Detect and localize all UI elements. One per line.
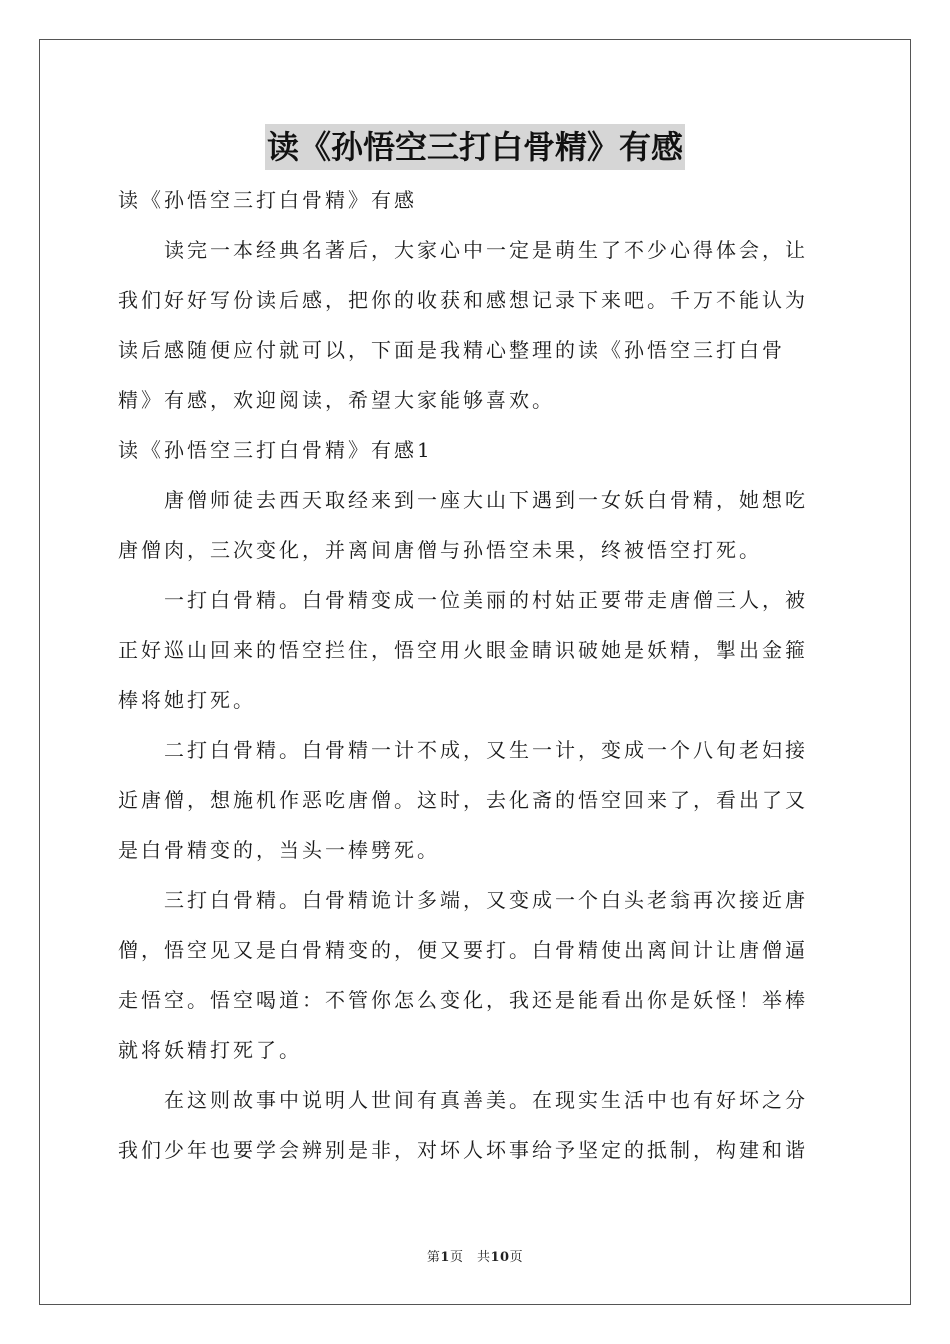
body-line: 读《孙悟空三打白骨精》有感 <box>118 188 417 212</box>
footer-total-pages: 10 <box>490 1250 510 1265</box>
document-title: 读《孙悟空三打白骨精》有感 <box>265 124 685 170</box>
body-line: 唐僧师徒去西天取经来到一座大山下遇到一女妖白骨精，她想吃 <box>164 488 808 512</box>
body-line: 是白骨精变的，当头一棒劈死。 <box>118 838 440 862</box>
footer-suffix: 页 <box>509 1250 524 1265</box>
footer-mid: 页 共 <box>449 1250 491 1265</box>
body-line: 三打白骨精。白骨精诡计多端，又变成一个白头老翁再次接近唐 <box>164 888 808 912</box>
body-line: 读后感随便应付就可以，下面是我精心整理的读《孙悟空三打白骨 <box>118 338 785 362</box>
body-line: 我们好好写份读后感，把你的收获和感想记录下来吧。千万不能认为 <box>118 288 808 312</box>
body-line: 近唐僧，想施机作恶吃唐僧。这时，去化斋的悟空回来了，看出了又 <box>118 788 808 812</box>
page-footer <box>0 1246 950 1265</box>
body-line: 二打白骨精。白骨精一计不成，又生一计，变成一个八旬老妇接 <box>164 738 808 762</box>
title-container <box>0 124 950 170</box>
footer-current-page: 1 <box>440 1250 450 1265</box>
body-line: 正好巡山回来的悟空拦住，悟空用火眼金睛识破她是妖精，掣出金箍 <box>118 638 808 662</box>
body-line: 在这则故事中说明人世间有真善美。在现实生活中也有好坏之分 <box>164 1088 808 1112</box>
body-line: 我们少年也要学会辨别是非，对坏人坏事给予坚定的抵制，构建和谐 <box>118 1138 808 1162</box>
body-line: 棒将她打死。 <box>118 688 256 712</box>
body-line: 僧，悟空见又是白骨精变的，便又要打。白骨精使出离间计让唐僧逼 <box>118 938 808 962</box>
body-line: 一打白骨精。白骨精变成一位美丽的村姑正要带走唐僧三人，被 <box>164 588 808 612</box>
body-line: 读完一本经典名著后，大家心中一定是萌生了不少心得体会，让 <box>164 238 808 262</box>
body-line: 唐僧肉，三次变化，并离间唐僧与孙悟空未果，终被悟空打死。 <box>118 538 762 562</box>
body-line: 走悟空。悟空喝道：不管你怎么变化，我还是能看出你是妖怪！举棒 <box>118 988 808 1012</box>
body-line: 精》有感，欢迎阅读，希望大家能够喜欢。 <box>118 388 555 412</box>
document-body <box>118 175 834 1175</box>
footer-prefix: 第 <box>426 1250 441 1265</box>
body-line: 读《孙悟空三打白骨精》有感1 <box>118 438 433 462</box>
body-line: 就将妖精打死了。 <box>118 1038 302 1062</box>
